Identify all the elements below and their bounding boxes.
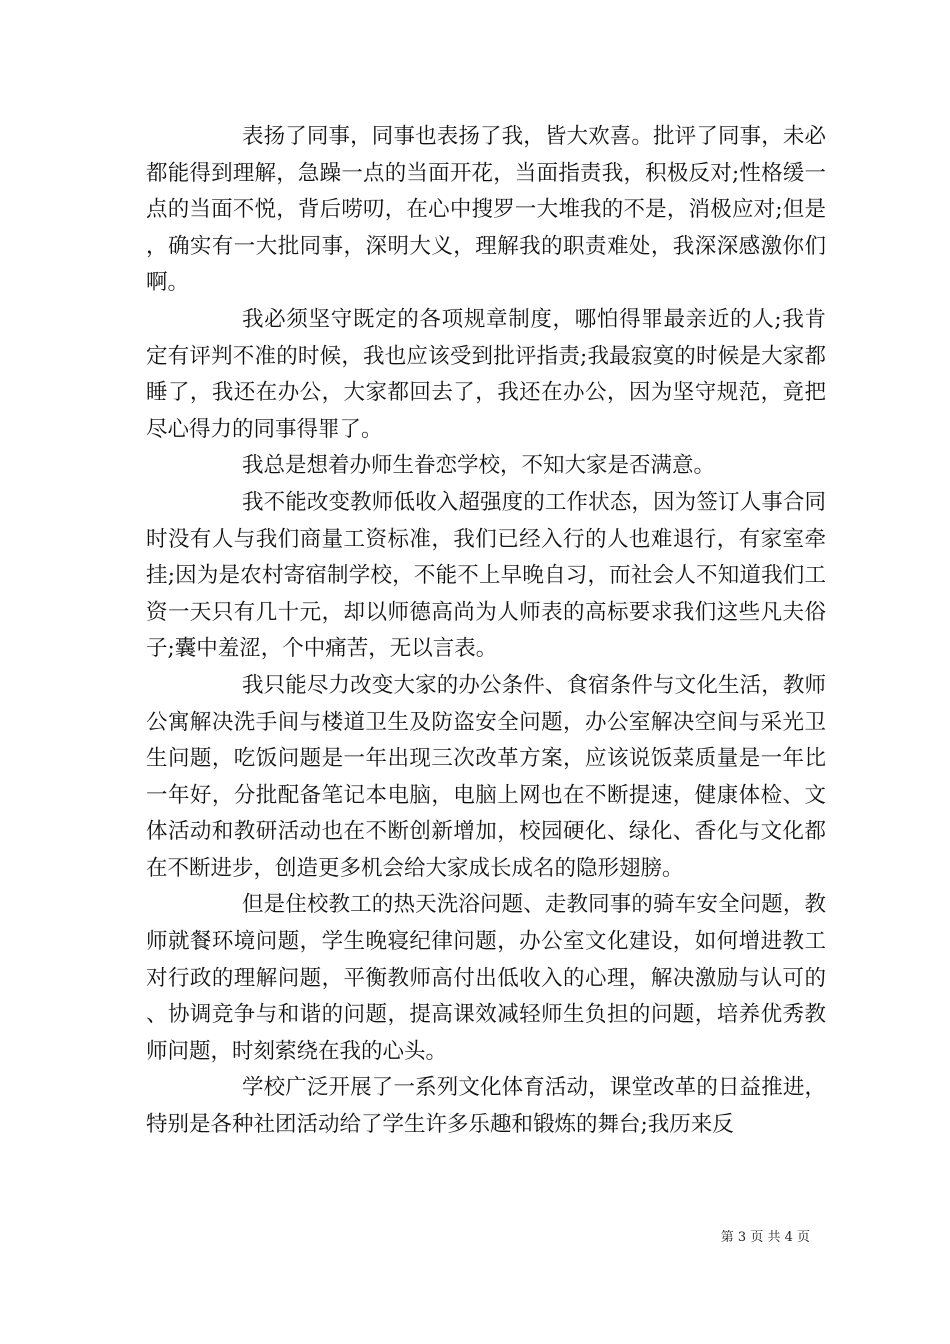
paragraph-6: 但是住校教工的热天洗浴问题、走教同事的骑车安全问题，教师就餐环境问题，学生晚寝纪律问题，办公室文化建设，如何增进教工对行政的理解问题，平衡教师高付出低收入的心理，解决激励与认可的、协调竞争与和谐的问题，提高课效减轻师生负担的问题，培养优秀教师问题，时刻萦绕在我的心头。 — [146, 892, 826, 1064]
document-body — [146, 119, 826, 1144]
paragraph-3: 我总是想着办师生眷恋学校，不知大家是否满意。 — [242, 453, 716, 479]
paragraph-4: 我不能改变教师低收入超强度的工作状态，因为签订人事合同时没有人与我们商量工资标准，我们已经入行的人也难退行，有家室牵挂;因为是农村寄宿制学校，不能不上早晚自习，而社会人不知道我们工资一天只有几十元，却以师德高尚为人师表的高标要求我们这些凡夫俗子;囊中羞涩，个中痛苦，无以言表。 — [146, 489, 826, 662]
paragraph-2: 我必须坚守既定的各项规章制度，哪怕得罪最亲近的人;我肯定有评判不准的时候，我也应该受到批评指责;我最寂寞的时候是大家都睡了，我还在办公，大家都回去了，我还在办公，因为坚守规范，竟把尽心得力的同事得罪了。 — [146, 306, 826, 442]
paragraph-7: 学校广泛开展了一系列文化体育活动，课堂改革的日益推进，特别是各种社团活动给了学生许多乐趣和锻炼的舞台;我历来反 — [146, 1075, 826, 1138]
paragraph-5: 我只能尽力改变大家的办公条件、食宿条件与文化生活，教师公寓解决洗手间与楼道卫生及防盗安全问题，办公室解决空间与采光卫生问题，吃饭问题是一年出现三次改革方案，应该说饭菜质量是一年比一年好，分批配备笔记本电脑，电脑上网也在不断提速，健康体检、文体活动和教研活动也在不断创新增加，校园硬化、绿化、香化与文化都在不断进步，创造更多机会给大家成长成名的隐形翅膀。 — [146, 672, 826, 881]
page-number-footer: 第 3 页 共 4 页 — [720, 1230, 810, 1245]
paragraph-1: 表扬了同事，同事也表扬了我，皆大欢喜。批评了同事，未必都能得到理解，急躁一点的当面开花，当面指责我，积极反对;性格缓一点的当面不悦，背后唠叨，在心中搜罗一大堆我的不是，消极应对;但是，确实有一大批同事，深明大义，理解我的职责难处，我深深感激你们啊。 — [146, 124, 826, 296]
